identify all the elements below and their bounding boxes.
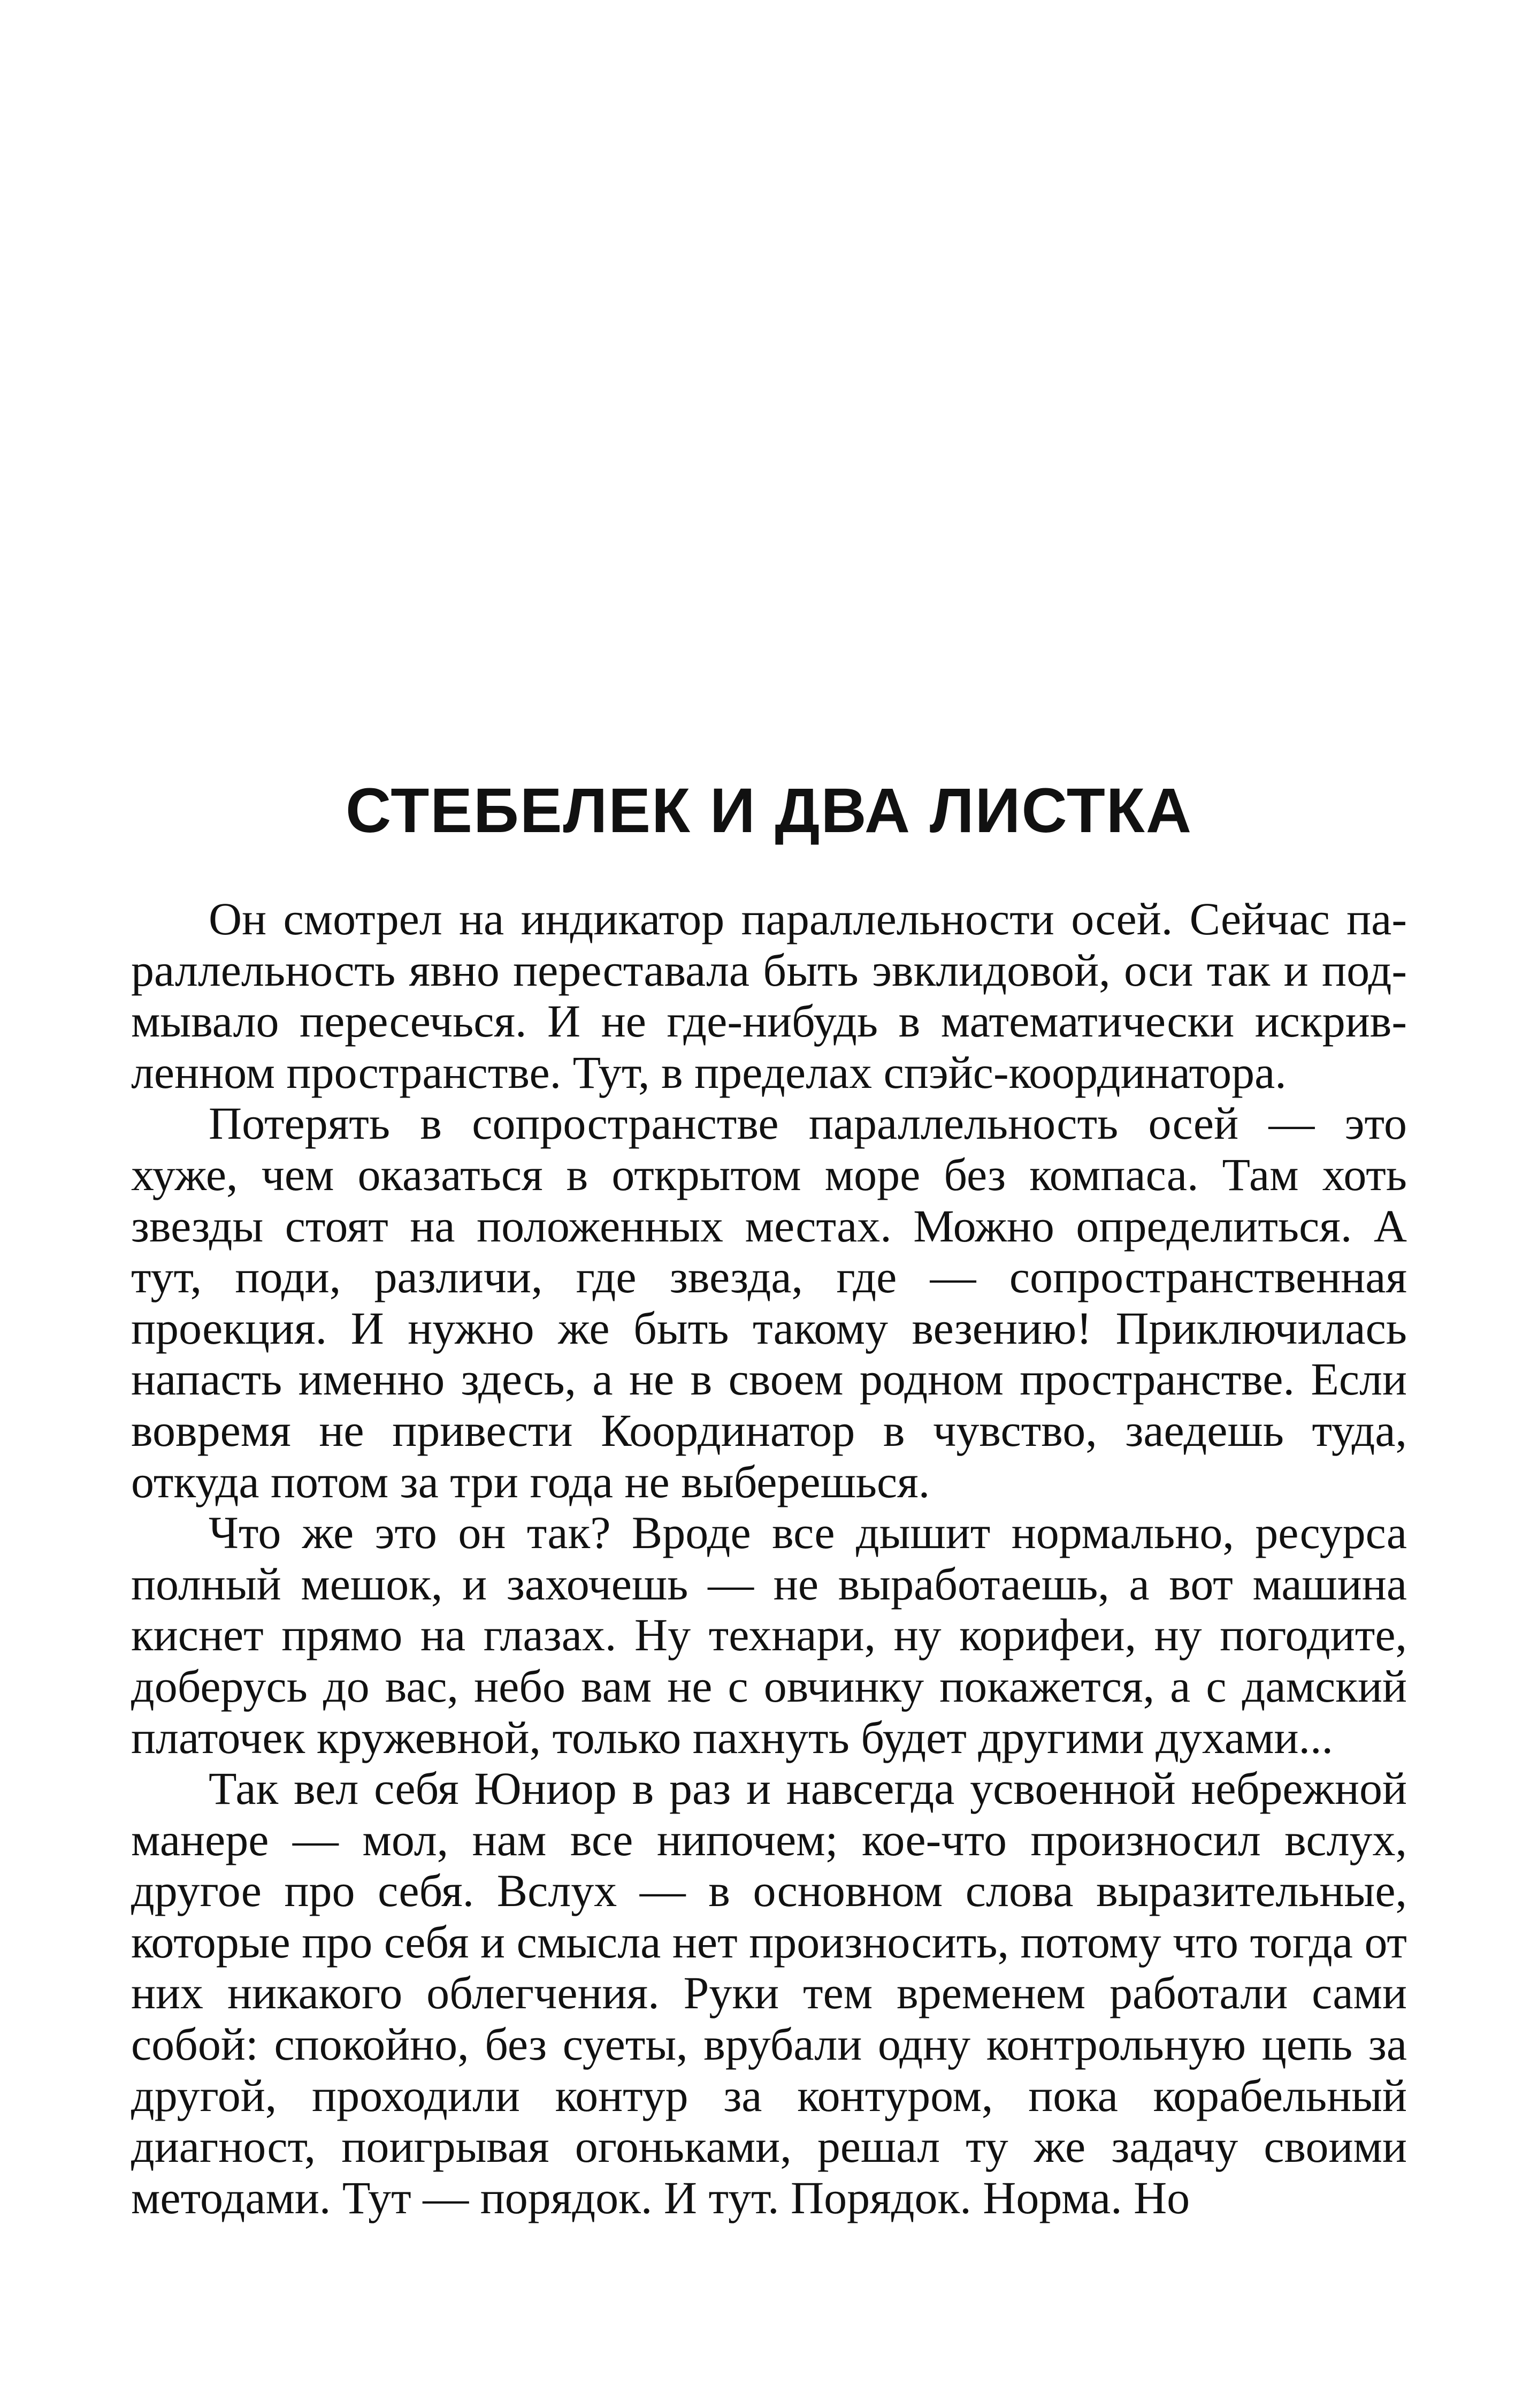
chapter-body bbox=[131, 894, 1407, 2223]
paragraph: Так вел себя Юниор в раз и навсегда усвоенной небрежной манере — мол, нам все нипочем; кое-что произносил вслух, другое про себя. Вслух — в основном слова выразительные, которые про себя и смысла нет произносить, потому что тогда от них никакого облегчения. Руки тем временем работали сами собой: спокойно, без суеты, врубали одну контрольную цепь за другой, проходили контур за контуром, пока корабельный диагност, поигрывая огоньками, решал ту же задачу своими методами. Тут — порядок. И тут. Порядок. Норма. Но bbox=[131, 1763, 1407, 2223]
paragraph: Потерять в сопространстве параллельность осей — это хуже, чем оказаться в открытом море без компаса. Там хоть звезды стоят на положенных местах. Можно определиться. А тут, поди, различи, где звезда, где — сопространственная проекция. И нужно же быть такому везению! Приключилась напасть именно здесь, а не в своем родном пространстве. Если вовремя не привести Координатор в чувство, заедешь туда, откуда потом за три года не выберешься. bbox=[131, 1098, 1407, 1507]
paragraph: Что же это он так? Вроде все дышит нормально, ресурса полный мешок, и захочешь — не выработаешь, а вот машина киснет прямо на глазах. Ну технари, ну корифеи, ну погодите, доберусь до вас, небо вам не с овчинку покажется, а с дамский платочек кружевной, только пахнуть будет другими духами... bbox=[131, 1507, 1407, 1763]
paragraph: Он смотрел на индикатор параллельности осей. Сейчас параллельность явно переставала быть эвклидовой, оси так и подмывало пересечься. И не где-нибудь в математически искривленном пространстве. Тут, в пределах спэйс-координатора. bbox=[131, 893, 1407, 1098]
chapter-title: СТЕБЕЛЕК И ДВА ЛИСТКА bbox=[345, 775, 1193, 846]
